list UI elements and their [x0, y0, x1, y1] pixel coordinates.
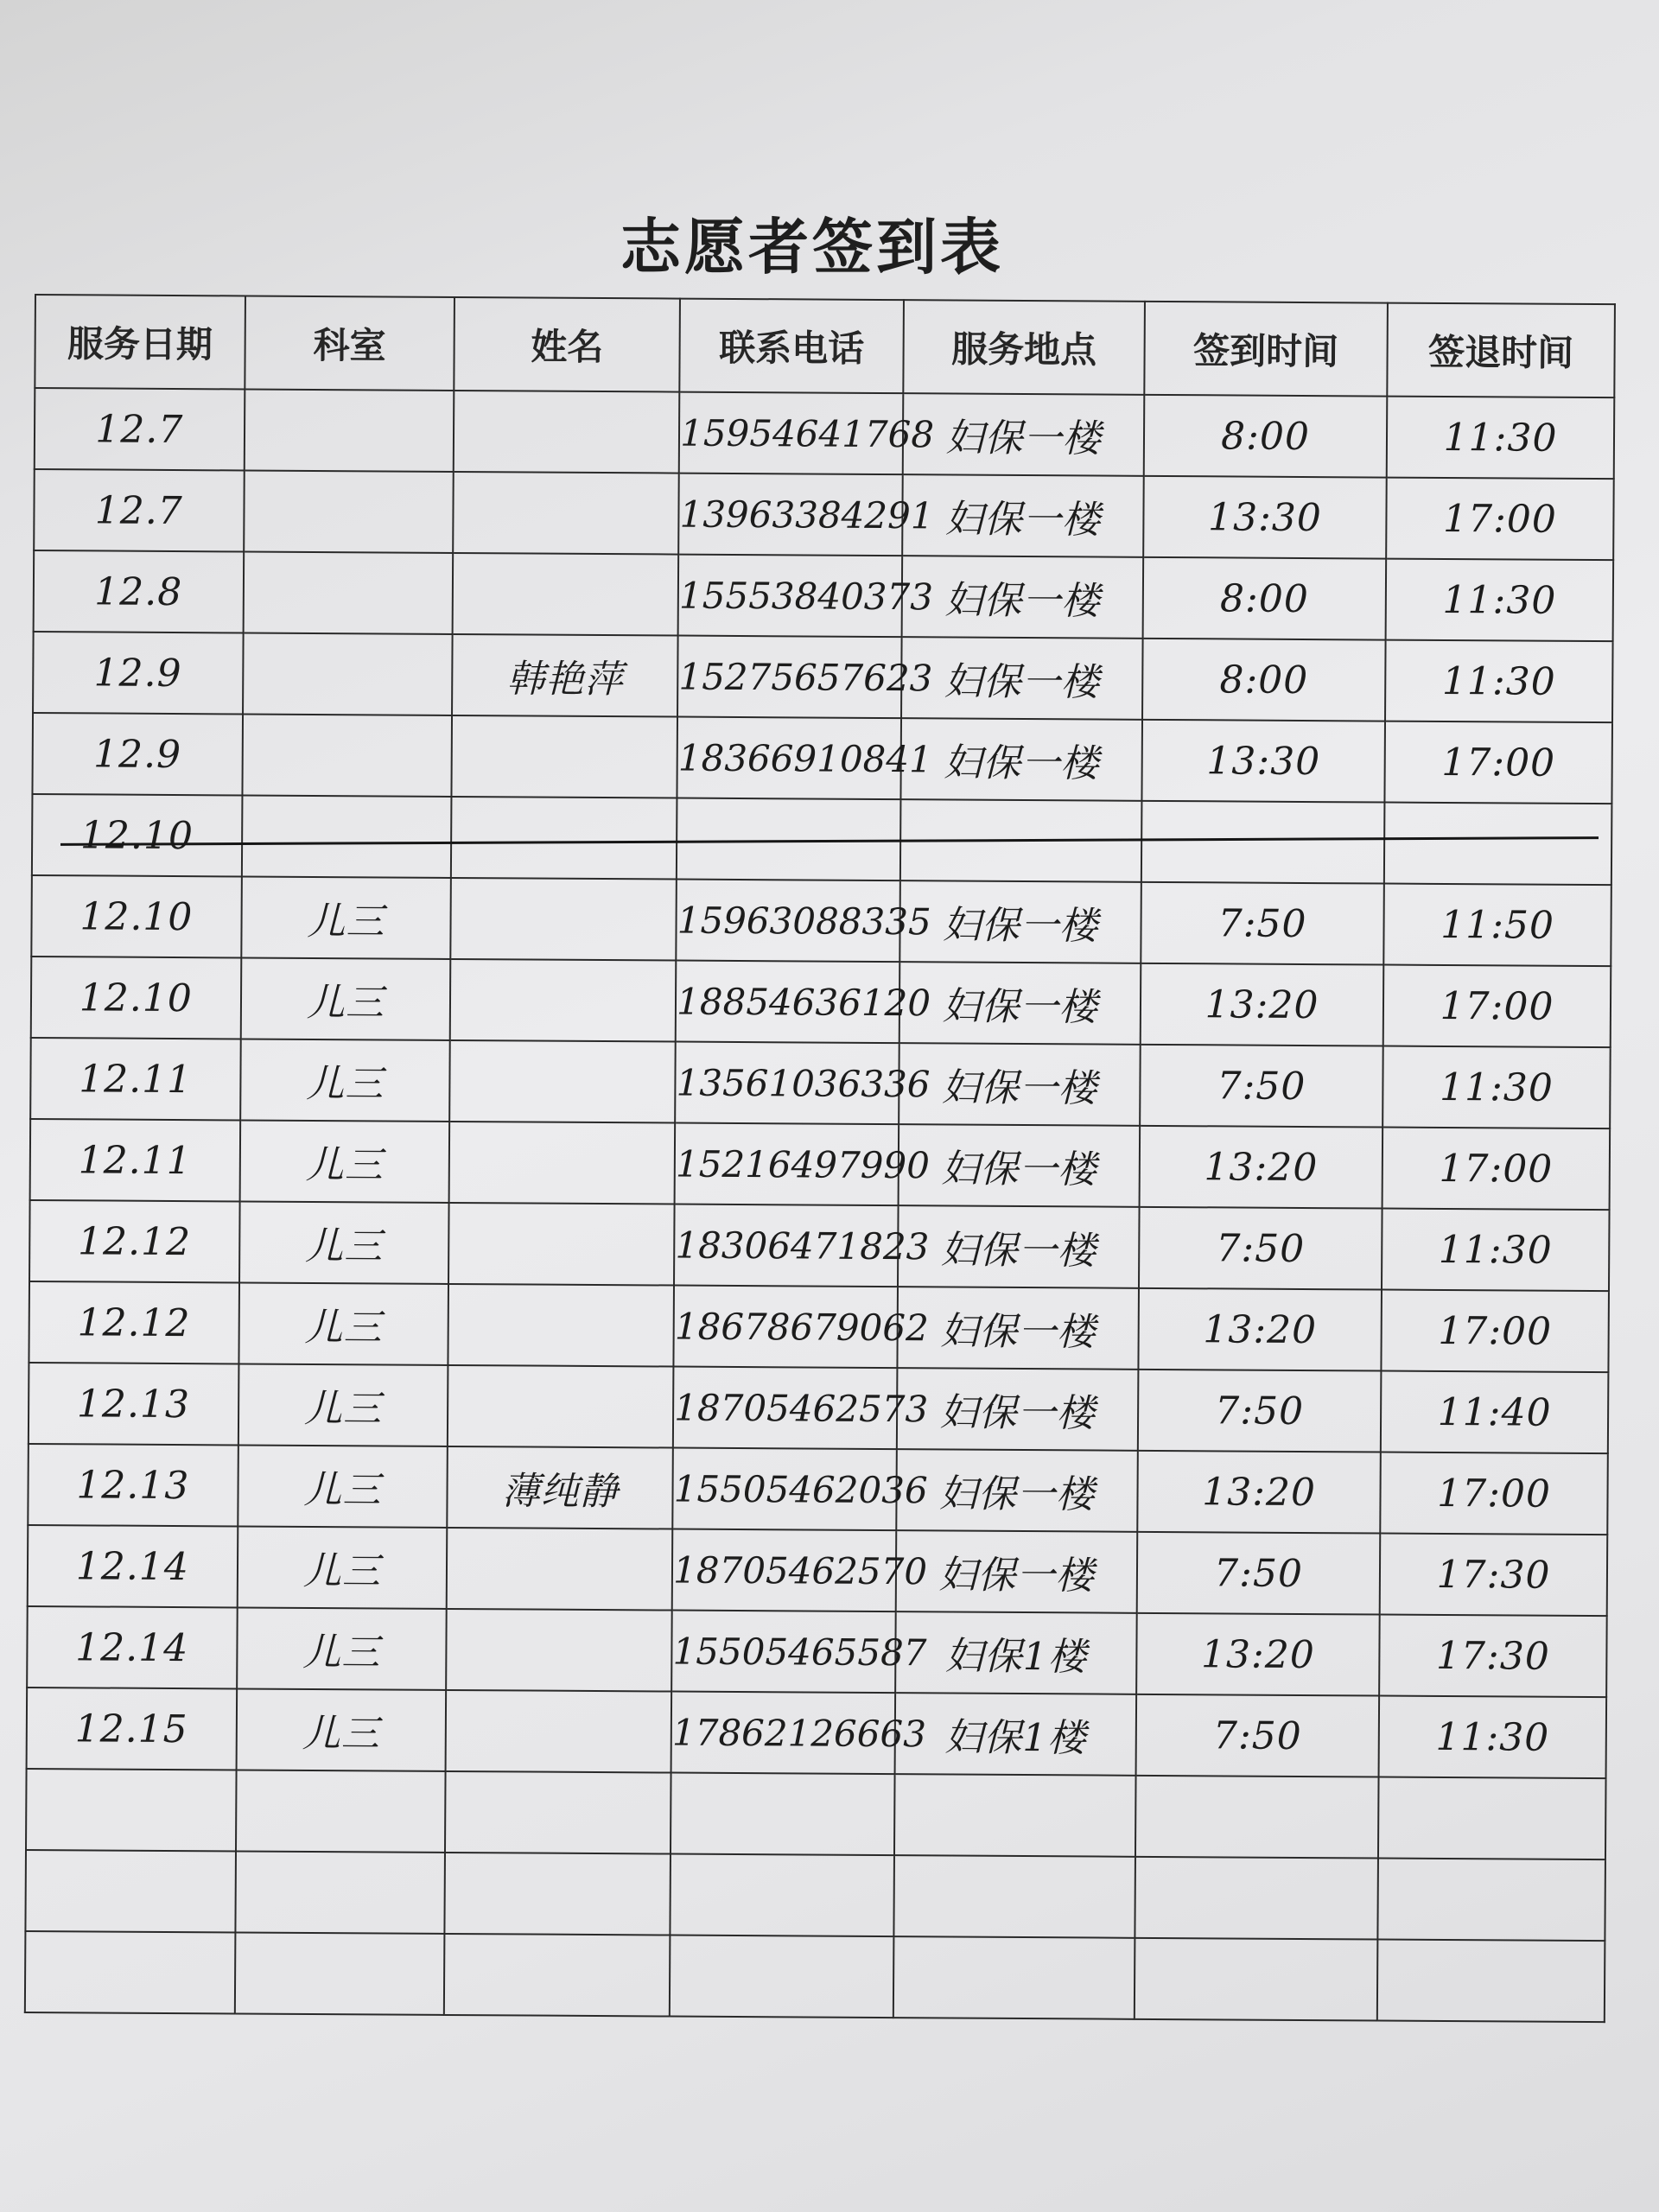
- cell-date: 12.7: [34, 469, 244, 551]
- header-phone: 联系电话: [679, 299, 903, 394]
- table-row: [27, 1688, 1607, 1778]
- cell-department: 儿三: [238, 1282, 448, 1364]
- header-sign-in-time: 签到时间: [1144, 302, 1388, 397]
- cell-date: 12.13: [29, 1363, 238, 1445]
- cell-location: 妇保一楼: [899, 1043, 1141, 1126]
- cell-date: 12.8: [34, 550, 244, 632]
- cell-sign-out: 11:50: [1383, 884, 1611, 967]
- cell-name: [452, 715, 677, 798]
- cell-phone: 15216497990: [675, 1123, 899, 1206]
- cell-location: 妇保一楼: [899, 962, 1141, 1045]
- cell-phone: 18366910841: [677, 717, 901, 800]
- cell-name: 薄纯静: [448, 1446, 673, 1529]
- cell-phone: 15505462036: [672, 1448, 896, 1531]
- cell-sign-in: [1135, 1776, 1379, 1859]
- cell-sign-in: 13:30: [1143, 476, 1387, 559]
- cell-department: 儿三: [239, 1120, 449, 1202]
- cell-phone: 15505465587: [671, 1611, 895, 1694]
- table-row: [33, 632, 1613, 722]
- cell-sign-in: 8:00: [1144, 395, 1388, 478]
- cell-phone: [670, 1936, 893, 2018]
- cell-location: 妇保一楼: [897, 1287, 1139, 1370]
- table-row: [27, 1606, 1607, 1697]
- cell-location: [894, 1774, 1136, 1857]
- cell-name: [448, 1203, 674, 1286]
- table-row: [34, 469, 1614, 560]
- cell-sign-out: 17:00: [1383, 965, 1611, 1048]
- header-date: 服务日期: [35, 295, 245, 389]
- cell-sign-out: [1377, 1859, 1605, 1942]
- cell-sign-out: 17:00: [1384, 721, 1612, 804]
- cell-phone: [671, 1773, 894, 1856]
- cell-sign-out: 17:30: [1380, 1534, 1608, 1617]
- cell-name: [447, 1528, 672, 1611]
- cell-sign-out: 17:00: [1382, 1128, 1611, 1211]
- cell-location: 妇保一楼: [902, 556, 1144, 639]
- cell-location: [893, 1855, 1135, 1938]
- cell-phone: 15553840373: [678, 555, 902, 638]
- cell-phone: 17862126663: [671, 1692, 895, 1775]
- cell-location: 妇保一楼: [896, 1449, 1138, 1532]
- cell-sign-out: 17:00: [1386, 478, 1614, 561]
- cell-sign-in: 13:20: [1141, 963, 1384, 1046]
- table-row: [34, 550, 1614, 641]
- cell-name: [446, 1609, 671, 1692]
- cell-department: [244, 470, 454, 552]
- header-sign-out-time: 签退时间: [1387, 303, 1615, 398]
- cell-department: 儿三: [237, 1607, 447, 1689]
- cell-date: 12.12: [29, 1281, 238, 1363]
- cell-name: [451, 797, 677, 880]
- header-name: 姓名: [454, 297, 680, 392]
- cell-name: [449, 1040, 675, 1123]
- table-row: [25, 1931, 1605, 2022]
- cell-phone: 18705462573: [673, 1367, 897, 1450]
- cell-phone: 18705462570: [672, 1529, 896, 1612]
- cell-sign-out: 11:30: [1379, 1696, 1607, 1779]
- cell-sign-out: 11:30: [1382, 1209, 1610, 1292]
- cell-date: [26, 1769, 236, 1851]
- cell-sign-out: [1384, 803, 1612, 886]
- table-row: [28, 1444, 1608, 1535]
- cell-department: [235, 1851, 445, 1933]
- table-row: [29, 1200, 1610, 1291]
- cell-department: 儿三: [237, 1526, 447, 1608]
- cell-date: [25, 1850, 235, 1932]
- cell-date: 12.9: [32, 713, 242, 795]
- header-row: [35, 295, 1615, 397]
- table-row: [31, 875, 1611, 966]
- cell-date: 12.12: [29, 1200, 239, 1282]
- cell-department: 儿三: [236, 1688, 446, 1770]
- sign-in-table: [24, 294, 1616, 2023]
- cell-name: [448, 1365, 673, 1448]
- cell-sign-in: [1135, 1857, 1378, 1940]
- cell-date: 12.11: [30, 1038, 240, 1120]
- cell-location: 妇保一楼: [896, 1530, 1138, 1613]
- table-row: [31, 957, 1611, 1047]
- cell-sign-in: 8:00: [1143, 557, 1387, 640]
- cell-phone: 13963384291: [678, 474, 902, 556]
- cell-sign-out: [1378, 1777, 1606, 1860]
- cell-location: 妇保一楼: [902, 474, 1144, 557]
- cell-location: 妇保一楼: [901, 637, 1143, 720]
- table-row: [28, 1525, 1608, 1616]
- cell-name: [444, 1934, 670, 2017]
- cell-department: [234, 1932, 444, 2014]
- cell-phone: 18306471823: [674, 1205, 898, 1287]
- cell-department: [244, 389, 454, 471]
- cell-date: 12.14: [28, 1525, 238, 1607]
- header-department: 科室: [245, 296, 454, 390]
- cell-department: 儿三: [240, 957, 450, 1039]
- cell-phone: 13561036336: [675, 1042, 899, 1125]
- cell-location: 妇保一楼: [899, 880, 1141, 963]
- cell-location: [893, 1936, 1135, 2019]
- cell-sign-out: 11:30: [1382, 1046, 1611, 1129]
- cell-sign-out: 11:40: [1381, 1371, 1609, 1454]
- cell-location: 妇保一楼: [897, 1368, 1139, 1451]
- cell-location: 妇保一楼: [903, 393, 1145, 476]
- cell-location: 妇保1楼: [895, 1611, 1137, 1694]
- cell-sign-out: 17:00: [1380, 1452, 1608, 1535]
- table-row: [30, 1119, 1611, 1210]
- header-location: 服务地点: [903, 300, 1145, 395]
- cell-name: 韩艳萍: [452, 634, 677, 717]
- table-row: [30, 1038, 1611, 1128]
- cell-sign-out: 11:30: [1385, 640, 1613, 723]
- table-row: [35, 388, 1615, 479]
- cell-name: [453, 472, 678, 555]
- cell-name: [449, 1122, 675, 1205]
- cell-name: [446, 1690, 671, 1773]
- cell-sign-in: [1141, 801, 1385, 884]
- cell-sign-in: 13:20: [1136, 1613, 1380, 1696]
- cell-date: 12.10: [32, 794, 242, 876]
- cell-name: [453, 553, 678, 636]
- table-row: [29, 1363, 1609, 1453]
- cell-sign-in: 13:30: [1141, 720, 1385, 803]
- cell-location: 妇保一楼: [898, 1205, 1140, 1288]
- cell-sign-out: 17:30: [1379, 1615, 1607, 1698]
- cell-date: 12.9: [33, 632, 243, 714]
- cell-sign-out: 17:00: [1381, 1290, 1609, 1373]
- cell-name: [450, 959, 676, 1042]
- cell-name: [451, 878, 677, 961]
- cell-sign-out: [1377, 1940, 1605, 2023]
- cell-department: 儿三: [240, 1039, 450, 1121]
- table-row: [25, 1850, 1605, 1941]
- cell-name: [445, 1853, 671, 1936]
- cell-phone: 18854636120: [676, 961, 899, 1044]
- cell-phone: 15275657623: [677, 636, 901, 719]
- cell-sign-in: 13:20: [1138, 1288, 1382, 1371]
- cell-department: [243, 551, 453, 633]
- sheet-title: 志愿者签到表: [620, 211, 1004, 283]
- cell-sign-in: 7:50: [1141, 882, 1384, 965]
- cell-department: [236, 1770, 446, 1852]
- cell-date: 12.10: [31, 875, 241, 957]
- cell-location: 妇保一楼: [899, 1124, 1141, 1207]
- cell-sign-out: 11:30: [1387, 397, 1615, 480]
- table-row: [29, 1281, 1609, 1372]
- cell-phone: [671, 1854, 894, 1937]
- table-body: [25, 388, 1614, 2022]
- cell-department: 儿三: [241, 876, 451, 958]
- cell-department: 儿三: [239, 1201, 449, 1283]
- cell-location: 妇保1楼: [895, 1693, 1137, 1776]
- cell-sign-in: 7:50: [1137, 1532, 1381, 1615]
- cell-name: [454, 391, 679, 474]
- table-row: [26, 1769, 1606, 1859]
- cell-date: 12.15: [27, 1688, 237, 1770]
- cell-sign-in: 7:50: [1140, 1045, 1383, 1128]
- cell-sign-in: 7:50: [1139, 1207, 1382, 1290]
- cell-date: 12.10: [31, 957, 241, 1039]
- cell-date: 12.11: [30, 1119, 240, 1201]
- cell-location: 妇保一楼: [900, 718, 1142, 801]
- cell-name: [445, 1771, 671, 1854]
- cell-sign-in: [1135, 1938, 1378, 2021]
- cell-sign-in: 13:20: [1137, 1451, 1381, 1534]
- cell-department: [242, 714, 452, 796]
- cell-sign-in: 8:00: [1142, 639, 1386, 721]
- cell-department: [243, 632, 453, 715]
- cell-phone: 15963088335: [676, 880, 899, 963]
- cell-date: 12.14: [27, 1606, 237, 1688]
- cell-sign-in: 7:50: [1136, 1694, 1380, 1777]
- cell-sign-in: 13:20: [1140, 1126, 1383, 1209]
- cell-department: [242, 795, 452, 877]
- cell-date: 12.7: [35, 388, 245, 470]
- table-row: [32, 713, 1612, 804]
- cell-date: 12.13: [28, 1444, 238, 1526]
- cell-department: 儿三: [238, 1363, 448, 1446]
- cell-phone: 15954641768: [679, 392, 903, 475]
- cell-sign-out: 11:30: [1386, 559, 1614, 642]
- cell-name: [448, 1284, 674, 1367]
- cell-date: [25, 1931, 235, 2013]
- cell-phone: 18678679062: [674, 1286, 898, 1369]
- cell-department: 儿三: [238, 1445, 448, 1527]
- cell-sign-in: 7:50: [1138, 1370, 1382, 1452]
